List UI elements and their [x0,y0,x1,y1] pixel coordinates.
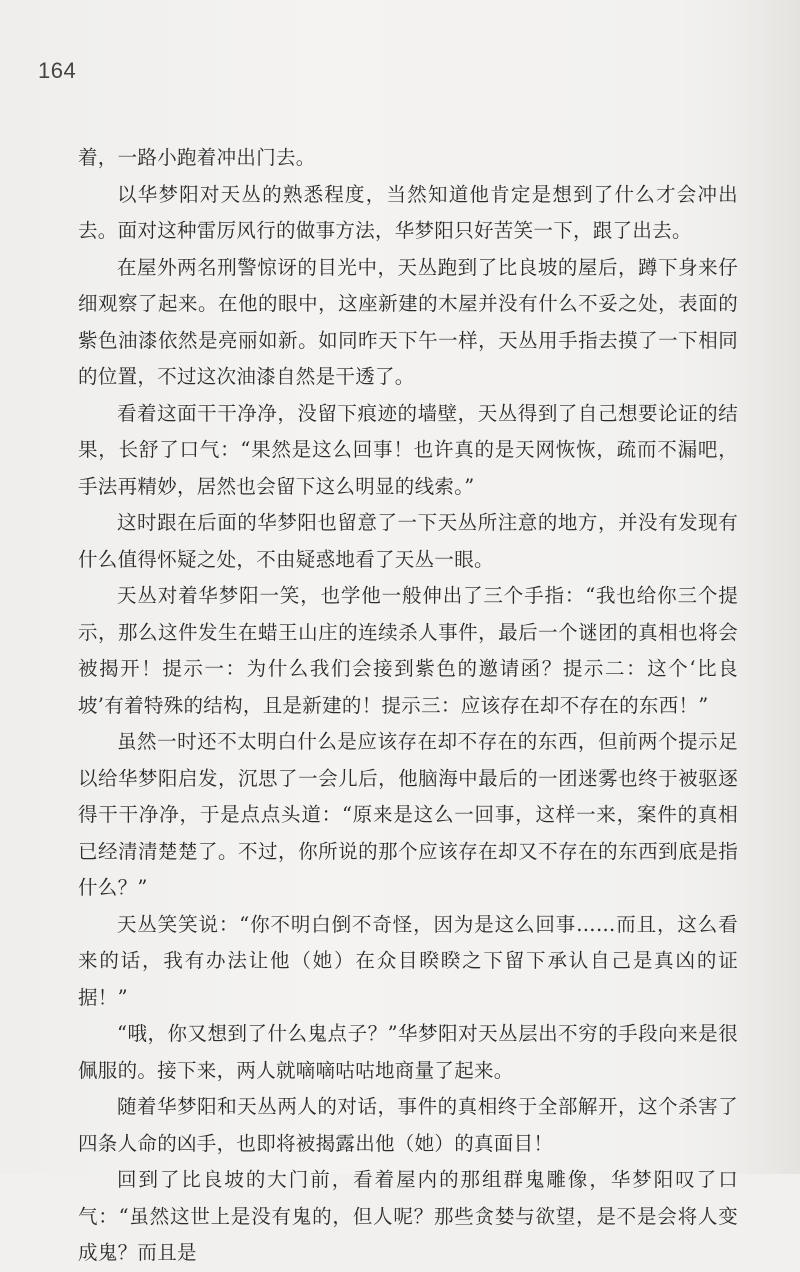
paragraph: 以华梦阳对天丛的熟悉程度，当然知道他肯定是想到了什么才会冲出去。面对这种雷厉风行的做事方法，华梦阳只好苦笑一下，跟了出去。 [78,182,738,242]
paragraph: “哦，你又想到了什么鬼点子？”华梦阳对天丛层出不穷的手段向来是很佩服的。接下来，两人就嘀嘀咕咕地商量了起来。 [78,1022,738,1082]
page-edge-shadow [740,0,800,1174]
body-text [78,140,738,1272]
paragraph: 看着这面干干净净，没留下痕迹的墙壁，天丛得到了自己想要论证的结果，长舒了口气：“果然是这么回事！也许真的是天网恢恢，疏而不漏吧，手法再精妙，居然也会留下这么明显的线索。” [78,401,738,498]
paragraph: 这时跟在后面的华梦阳也留意了一下天丛所注意的地方，并没有发现有什么值得怀疑之处，不由疑惑地看了天丛一眼。 [78,511,738,571]
page-number: 164 [38,58,77,83]
paragraph: 天丛笑笑说：“你不明白倒不奇怪，因为是这么回事……而且，这么看来的话，我有办法让他（她）在众目睽睽之下留下承认自己是真凶的证据！” [78,912,738,1009]
paragraph: 回到了比良坡的大门前，看着屋内的那组群鬼雕像，华梦阳叹了口气：“虽然这世上是没有鬼的，但人呢？那些贪婪与欲望，是不是会将人变成鬼？而且是 [78,1168,738,1264]
paragraph: 着，一路小跑着冲出门去。 [78,146,316,169]
paragraph: 天丛对着华梦阳一笑，也学他一般伸出了三个手指：“我也给你三个提示，那么这件发生在蜡王山庄的连续杀人事件，最后一个谜团的真相也将会被揭开！提示一：为什么我们会接到紫色的邀请函？提示二：这个‘比良坡’有着特殊的结构，且是新建的！提示三：应该存在却不存在的东西！” [78,584,738,717]
paragraph: 在屋外两名刑警惊讶的目光中，天丛跑到了比良坡的屋后，蹲下身来仔细观察了起来。在他的眼中，这座新建的木屋并没有什么不妥之处，表面的紫色油漆依然是亮丽如新。如同昨天下午一样，天丛用手指去摸了一下相同的位置，不过这次油漆自然是干透了。 [78,255,738,388]
paragraph: 虽然一时还不太明白什么是应该存在却不存在的东西，但前两个提示足以给华梦阳启发，沉思了一会儿后，他脑海中最后的一团迷雾也终于被驱逐得干干净净，于是点点头道：“原来是这么一回事，这样一来，案件的真相已经清清楚楚了。不过，你所说的那个应该存在却又不存在的东西到底是指什么？” [78,730,738,899]
paragraph: 随着华梦阳和天丛两人的对话，事件的真相终于全部解开，这个杀害了四条人命的凶手，也即将被揭露出他（她）的真面目！ [78,1095,738,1155]
